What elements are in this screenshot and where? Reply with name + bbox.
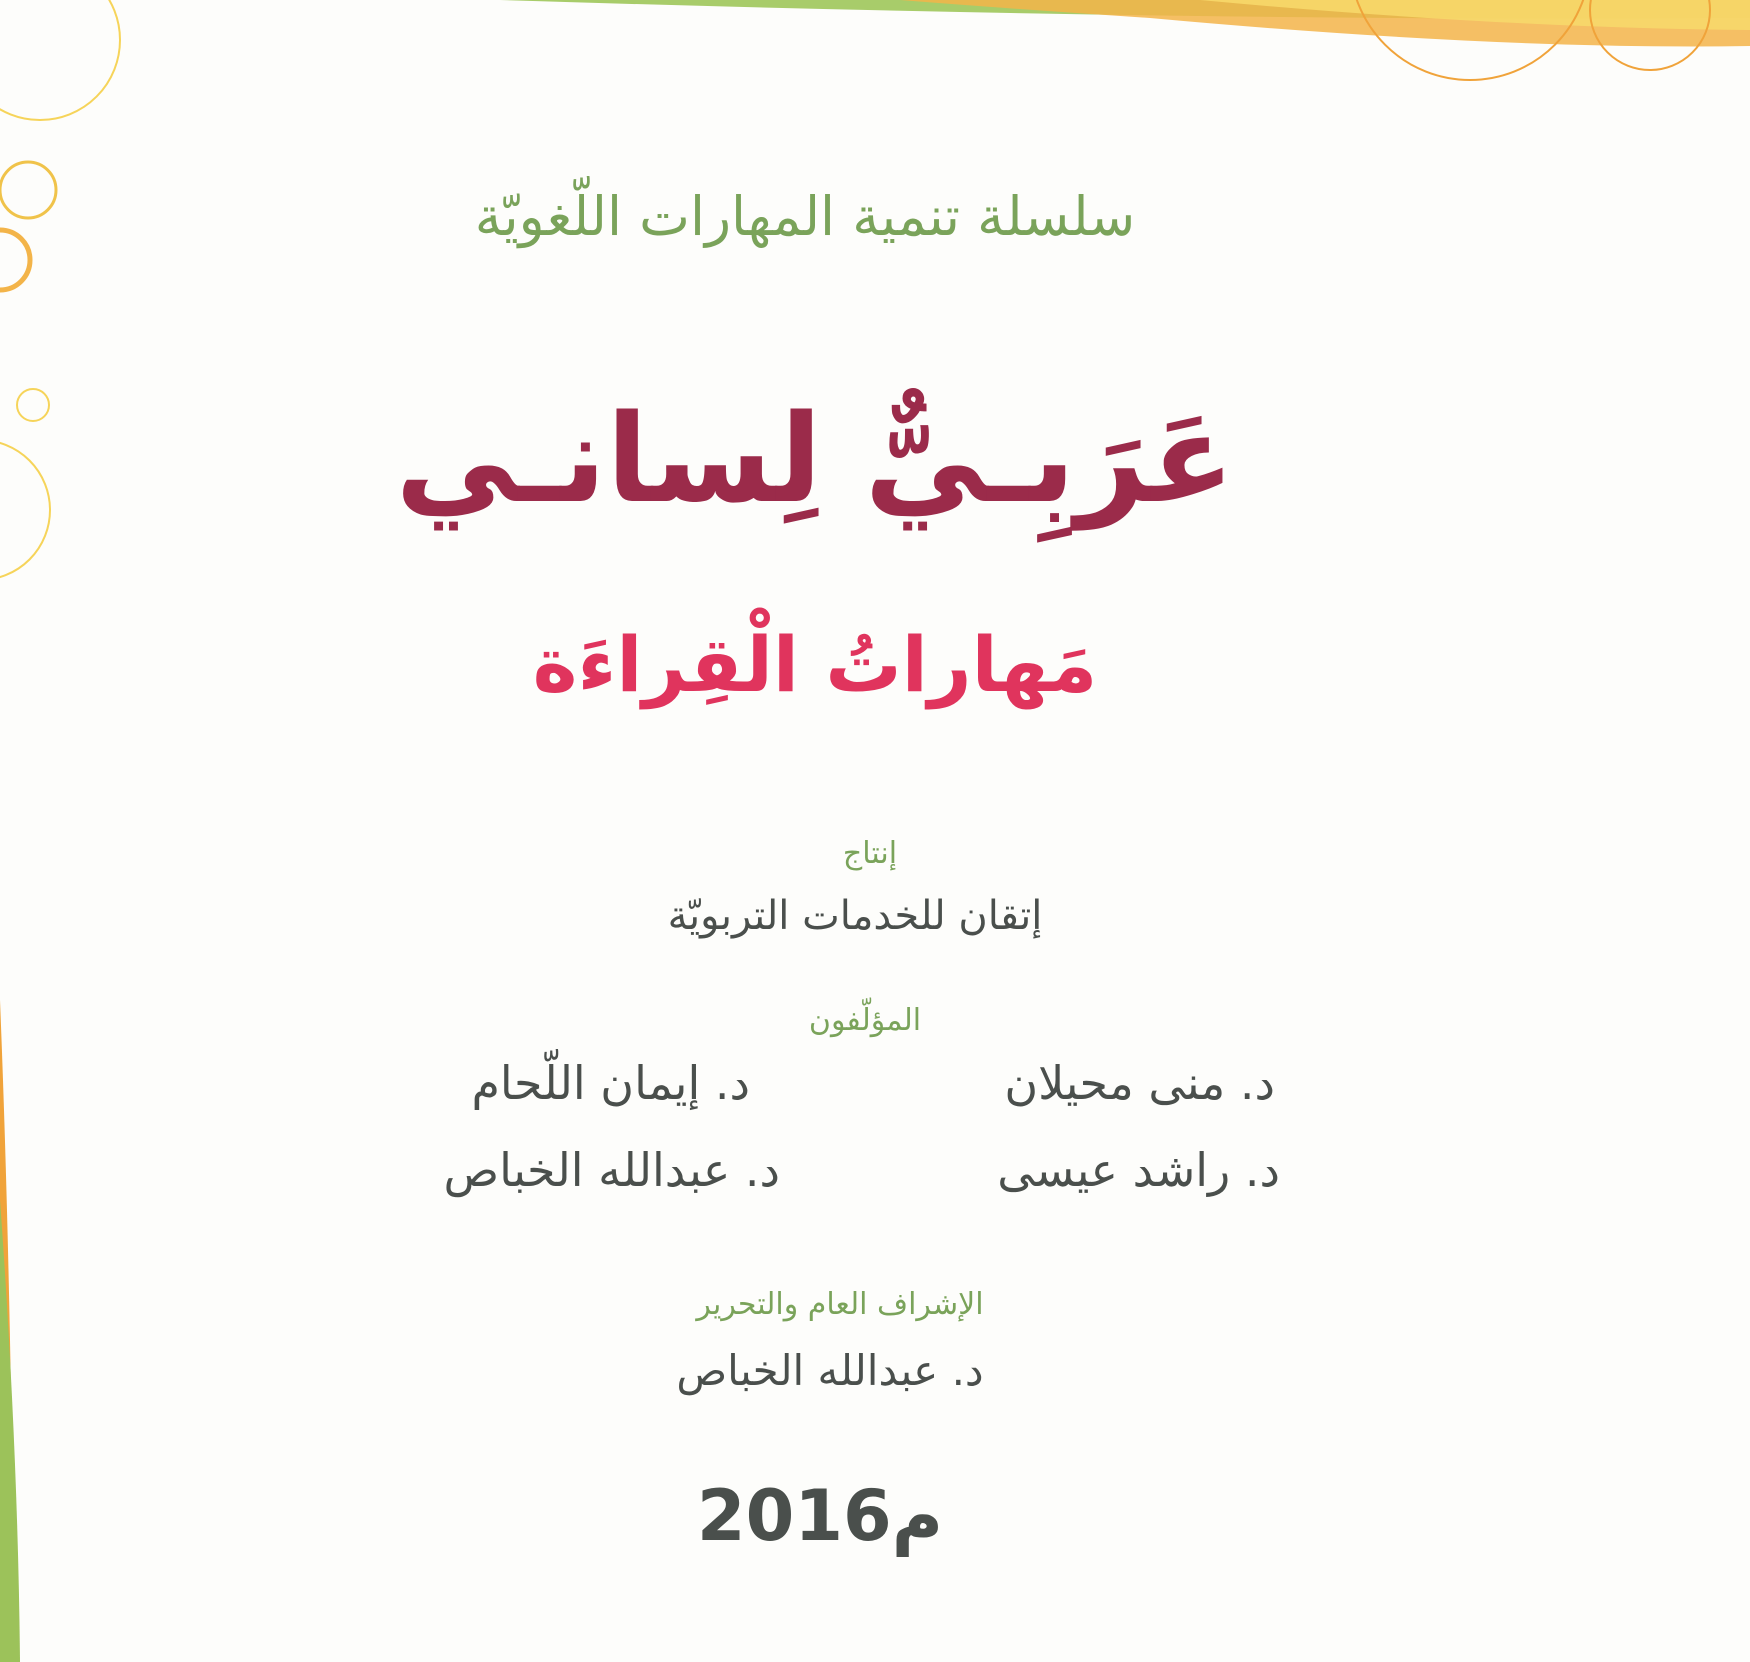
authors-label: المؤلّفون [808,1003,922,1038]
author-name: د. منى محيلان [1004,1056,1275,1110]
producer-name: إتقان للخدمات التربويّة [667,893,1043,939]
author-name: د. إيمان اللّحام [471,1056,750,1110]
book-title: عَرَبِـيٌّ لِسانـي [395,388,1235,530]
publication-year: 2016م [696,1475,944,1557]
editor-label: الإشراف العام والتحرير [696,1287,984,1322]
author-name: د. راشد عيسى [997,1143,1280,1197]
top-left-ring [0,0,120,120]
book-subtitle: مَهاراتُ الْقِراءَة [532,620,1098,709]
editor-name: د. عبدالله الخباص [676,1346,984,1395]
author-name: د. عبدالله الخباص [443,1143,780,1197]
producer-label: إنتاج [842,836,898,871]
series-title: سلسلة تنمية المهارات اللّغويّة [474,185,1136,248]
left-green-band [0,1200,20,1662]
